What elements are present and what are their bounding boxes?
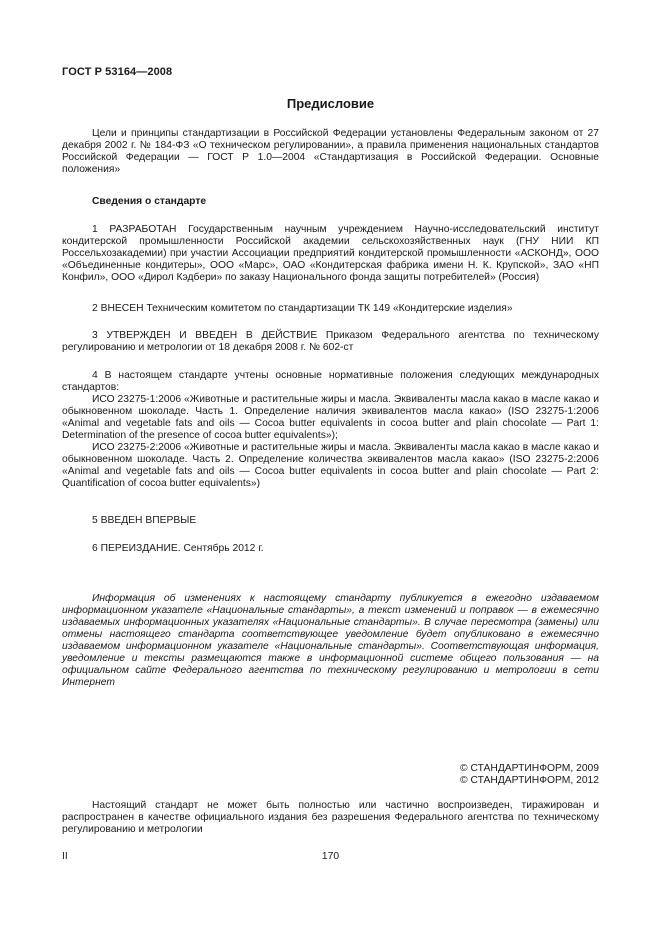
document-header: ГОСТ Р 53164—2008 xyxy=(62,66,173,78)
page-roman-numeral: II xyxy=(62,851,68,862)
item-5-paragraph: 5 ВВЕДЕН ВПЕРВЫЕ xyxy=(92,515,197,526)
copyright-2009: © СТАНДАРТИНФОРМ, 2009 xyxy=(460,763,599,774)
copyright-2012: © СТАНДАРТИНФОРМ, 2012 xyxy=(460,775,599,786)
iso-1-paragraph: ИСО 23275-1:2006 «Животные и растительные жиры и масла. Эквиваленты масла какао в масле какао и обыкновенном шоколаде. Часть 1. Определение наличия эквивалентов масла какао» (ISO 23275-1:2006 «Animal and vegetable fats and oils — Cocoa butter equivalents in cocoa butter and plain chocolate — Part 1: Determination of the presence of cocoa butter equivalents»); xyxy=(62,394,599,441)
page-title: Предисловие xyxy=(286,96,375,111)
iso-2-paragraph: ИСО 23275-2:2006 «Животные и растительные жиры и масла. Эквиваленты масла какао в масле какао и обыкновенном шоколаде. Часть 2. Определение количества эквивалентов масла какао» (ISO 23275-2:2006 «Animal and vegetable fats and oils — Cocoa butter equivalents in cocoa butter and plain chocolate — Part 2: Quantification of cocoa butter equivalents») xyxy=(62,442,599,489)
section-subtitle: Сведения о стандарте xyxy=(92,196,207,207)
item-1-paragraph: 1 РАЗРАБОТАН Государственным научным учреждением Научно-исследовательский институт кондитерской промышленности Российской академии сельскохозяйственных наук (ГНУ НИИ КП Россельхозакадемии) при участии Ассоциации предприятий кондитерской промышленности «АСКОНД», ООО «Объединенные кондитеры», ООО «Марс», ОАО «Кондитерская фабрика имени Н. К. Крупской», ЗАО «НП Конфил», ООО «Дирол Кэдбери» по заказу Национального фонда защиты потребителей» (Россия) xyxy=(62,224,599,283)
info-paragraph: Информация об изменениях к настоящему стандарту публикуется в ежегодно издаваемом информационном указателе «Национальные стандарты», а текст изменений и поправок — в ежемесячно издаваемых информационных указателях «Национальные стандарты». В случае пересмотра (замены) или отмены настоящего стандарта соответствующее уведомление будет опубликовано в ежемесячно издаваемом информационном указателе «Национальные стандарты». Соответствующая информация, уведомление и тексты размещаются также в информационной системе общего пользования — на официальном сайте Федерального агентства по техническому регулированию и метрологии в сети Интернет xyxy=(62,593,599,688)
item-4-paragraph: 4 В настоящем стандарте учтены основные нормативные положения следующих международных стандартов: xyxy=(62,370,599,393)
item-2-paragraph: 2 ВНЕСЕН Техническим комитетом по стандартизации ТК 149 «Кондитерские изделия» xyxy=(92,303,513,314)
page-number: 170 xyxy=(321,851,340,862)
item-3-paragraph: 3 УТВЕРЖДЕН И ВВЕДЕН В ДЕЙСТВИЕ Приказом Федерального агентства по техническому регулированию и метрологии от 18 декабря 2008 г. № 602-ст xyxy=(62,330,599,353)
intro-paragraph: Цели и принципы стандартизации в Российской Федерации установлены Федеральным законом от 27 декабря 2002 г. № 184-ФЗ «О техническом регулировании», а правила применения национальных стандартов Российской Федерации — ГОСТ Р 1.0—2004 «Стандартизация в Российской Федерации. Основные положения» xyxy=(62,128,599,175)
item-6-paragraph: 6 ПЕРЕИЗДАНИЕ. Сентябрь 2012 г. xyxy=(92,543,264,554)
reproduction-notice: Настоящий стандарт не может быть полностью или частично воспроизведен, тиражирован и распространен в качестве официального издания без разрешения Федерального агентства по техническому регулированию и метрологии xyxy=(62,800,599,835)
